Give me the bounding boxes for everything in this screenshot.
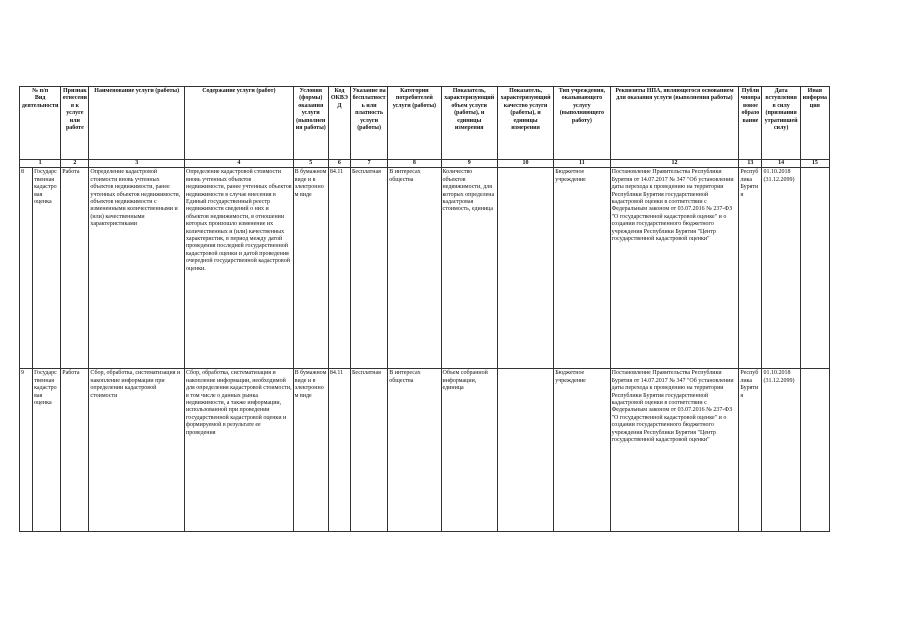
cell-name: Определение кадастровой стоимости вновь учтенных объектов недвижимости, ранее учтенных объектов недвижимости, объектов недвижимости с измененными количественными и (или) качественными характеристиками — [89, 168, 185, 369]
cell-activity: Государственная кадастровая оценка — [33, 168, 61, 369]
header-quality: Показатель, характеризующий качество услуги (работы), и единицы измерения — [497, 87, 553, 160]
cell-conditions: В бумажном виде и в электронном виде — [293, 168, 328, 369]
header-sign: Признак отнесения к услуге или работе — [61, 87, 89, 160]
column-number: 10 — [497, 160, 553, 168]
column-number: 1 — [20, 160, 61, 168]
cell-other — [800, 168, 829, 369]
cell-other — [800, 369, 829, 532]
cell-quality — [497, 369, 553, 532]
header-name: Наименование услуги (работы) — [89, 87, 185, 160]
cell-okved: 84.11 — [328, 168, 350, 369]
cell-content: Сбор, обработка, систематизация и накопление информации, необходимой для определения кадастровой стоимости, в том числе о данных рынка недвижимости, а также информации, использованной при проведении государственной кадастровой оценки и формируемой в результате ее проведения — [185, 369, 294, 532]
column-number: 8 — [388, 160, 441, 168]
column-number: 2 — [61, 160, 89, 168]
header-consumers: Категории потребителей услуги (работы) — [388, 87, 441, 160]
cell-okved: 84.11 — [328, 369, 350, 532]
column-number: 12 — [610, 160, 739, 168]
header-payment: Указание на бесплатность или платность услуги (работы) — [350, 87, 387, 160]
column-number: 15 — [800, 160, 829, 168]
column-number: 14 — [762, 160, 800, 168]
services-register-table — [19, 86, 830, 532]
column-number: 7 — [350, 160, 387, 168]
cell-entity: Республика Бурятия — [739, 369, 762, 532]
header-other: Иная информация — [800, 87, 829, 160]
header-npa: Реквизиты НПА, являющегося основанием для оказания услуги (выполнения работы) — [610, 87, 739, 160]
header-conditions: Условия (формы) оказания услуги (выполнения работы) — [293, 87, 328, 160]
cell-date: 01.10.2018 (31.12.2099) — [762, 369, 800, 532]
cell-volume: Объем собранной информации, единица — [441, 369, 497, 532]
column-number: 11 — [554, 160, 610, 168]
row-number: 8 — [20, 168, 33, 369]
cell-npa: Постановление Правительства Республики Бурятия от 14.07.2017 № 347 "Об установлении даты перехода к проведению на территории Республики Бурятия государственной кадастровой оценки в соответствии с Федеральным законом от 03.07.2016 № 237-ФЗ "О государственной кадастровой оценке" и о создании государственного бюджетного учреждения Республики Бурятия "Центр государственной кадастровой оценки" — [610, 369, 739, 532]
cell-sign: Работа — [61, 168, 89, 369]
cell-content: Определение кадастровой стоимости вновь учтенных объектов недвижимости, ранее учтенных объектов недвижимости в случае внесения в Единый государственный реестр недвижимости сведений о них и объектов недвижимости, в отношении которых произошло изменение их количественных и (или) качественных характеристик, в период между датой проведения последней государственной кадастровой оценки и датой проведения очередной государственной кадастровой оценки. — [185, 168, 294, 369]
table-row — [20, 369, 830, 532]
column-number: 13 — [739, 160, 762, 168]
cell-payment: Бесплатная — [350, 369, 387, 532]
cell-consumers: В интересах общества — [388, 168, 441, 369]
cell-payment: Бесплатная — [350, 168, 387, 369]
header-number-activity: № п/п Вид деятельности — [20, 87, 61, 160]
header-date: Дата вступления в силу (признания утратившей силу) — [762, 87, 800, 160]
cell-date: 01.10.2018 (31.12.2099) — [762, 168, 800, 369]
header-row — [20, 87, 830, 160]
column-number: 4 — [185, 160, 294, 168]
cell-consumers: В интересах общества — [388, 369, 441, 532]
cell-conditions: В бумажном виде и в электронном виде — [293, 369, 328, 532]
cell-entity: Республика Бурятия — [739, 168, 762, 369]
table-header — [20, 87, 830, 160]
cell-volume: Количество объектов недвижимости, для которых определена кадастровая стоимость, единица — [441, 168, 497, 369]
column-number: 6 — [328, 160, 350, 168]
header-type: Тип учреждения, оказывающего услугу (выполняющего работу) — [554, 87, 610, 160]
row-number: 9 — [20, 369, 33, 532]
cell-quality — [497, 168, 553, 369]
header-okved: Код ОКВЭД — [328, 87, 350, 160]
header-volume: Показатель, характеризующий объем услуги (работы), и единицы измерения — [441, 87, 497, 160]
cell-type: Бюджетное учреждение — [554, 168, 610, 369]
header-content: Содержание услуги (работ) — [185, 87, 294, 160]
cell-sign: Работа — [61, 369, 89, 532]
cell-type: Бюджетное учреждение — [554, 369, 610, 532]
cell-name: Сбор, обработка, систематизация и накопление информации при определении кадастровой стоимости — [89, 369, 185, 532]
cell-activity: Государственная кадастровая оценка — [33, 369, 61, 532]
cell-npa: Постановление Правительства Республики Бурятия от 14.07.2017 № 347 "Об установлении даты перехода к проведению на территории Республики Бурятия государственной кадастровой оценки в соответствии с Федеральным законом от 03.07.2016 № 237-ФЗ "О государственной кадастровой оценке" и о создании государственного бюджетного учреждения Республики Бурятия "Центр государственной кадастровой оценки" — [610, 168, 739, 369]
column-number: 3 — [89, 160, 185, 168]
column-numbers-row — [20, 160, 830, 168]
header-entity: Публичноправовое образование — [739, 87, 762, 160]
table-row — [20, 168, 830, 369]
column-number: 5 — [293, 160, 328, 168]
column-number: 9 — [441, 160, 497, 168]
